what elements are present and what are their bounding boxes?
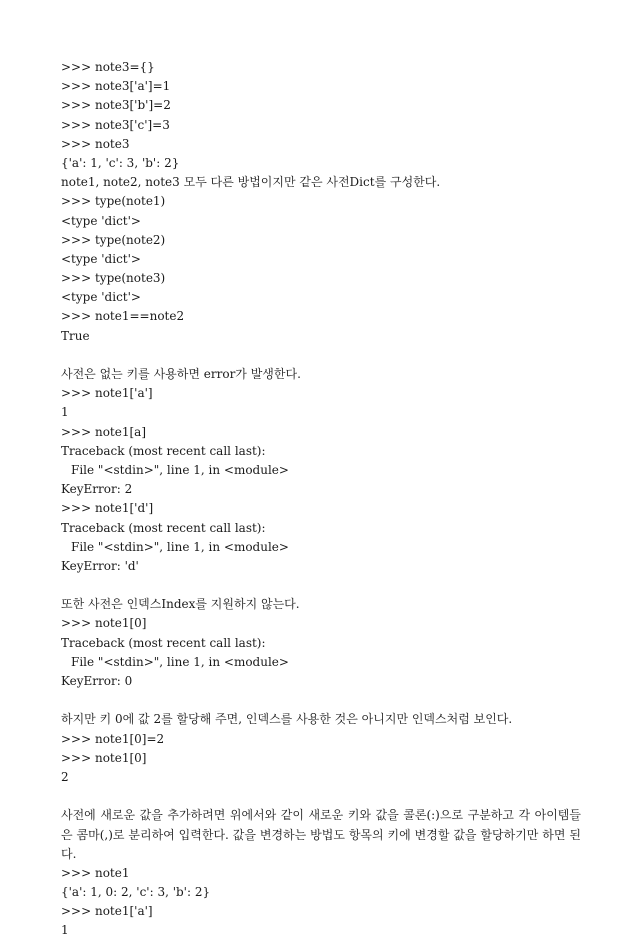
prose-line: 사전은 없는 키를 사용하면 error가 발생한다. (61, 367, 301, 381)
code-line: >>> note1 (61, 865, 130, 880)
blank-line (61, 576, 581, 595)
output-line: <type 'dict'> (61, 213, 141, 228)
code-line: >>> note1['a'] (61, 904, 153, 919)
output-line: 2 (61, 769, 69, 784)
code-line: >>> note1['d'] (61, 501, 154, 516)
prose-line: 또한 사전은 인덱스Index를 지원하지 않는다. (61, 597, 300, 612)
output-line: <type 'dict'> (61, 290, 141, 305)
code-line: >>> type(note3) (61, 271, 166, 286)
traceback-line: Traceback (most recent call last): (61, 520, 266, 535)
prose-line: note1, note2, note3 모두 다른 방법이지만 같은 사전Dict를 구성한다. (61, 175, 441, 190)
output-line: {'a': 1, 'c': 3, 'b': 2} (61, 155, 180, 170)
traceback-line: Traceback (most recent call last): (61, 635, 266, 650)
code-line: >>> note1[a] (61, 424, 147, 439)
traceback-line: File "<stdin>", line 1, in <module> (71, 654, 289, 669)
code-line: >>> note3 (61, 136, 130, 151)
blank-line (61, 691, 581, 710)
code-line: >>> note1[0] (61, 750, 147, 765)
output-line: <type 'dict'> (61, 251, 141, 266)
traceback-line: File "<stdin>", line 1, in <module> (71, 462, 289, 477)
code-line: >>> type(note2) (61, 232, 166, 247)
code-line: >>> note3={} (61, 60, 155, 74)
blank-line (61, 346, 581, 365)
error-line: KeyError: 'd' (61, 558, 139, 573)
output-line: 1 (61, 923, 69, 938)
traceback-line: File "<stdin>", line 1, in <module> (71, 539, 289, 554)
code-line: >>> note3['c']=3 (61, 117, 170, 132)
output-line: True (61, 328, 90, 343)
output-line: {'a': 1, 0: 2, 'c': 3, 'b': 2} (61, 885, 211, 900)
prose-line: 하지만 키 0에 값 2를 할당해 주면, 인덱스를 사용한 것은 아니지만 인덱스처럼 보인다. (61, 712, 513, 727)
code-line: >>> note3['b']=2 (61, 98, 171, 113)
error-line: KeyError: 0 (61, 674, 133, 688)
code-line: >>> type(note1) (61, 194, 166, 209)
traceback-line: Traceback (most recent call last): (61, 443, 266, 458)
code-line: >>> note1[0]=2 (61, 731, 165, 746)
prose-paragraph: 사전에 새로운 값을 추가하려면 위에서와 같이 새로운 키와 값을 콜론(:)으로 구분하고 각 아이템들은 콤마(,)로 분리하여 입력한다. 값을 변경하는 방법도 항목의 키에 변경할 값을 할당하기만 하면 된다. (61, 808, 581, 861)
error-line: KeyError: 2 (61, 482, 133, 497)
code-line: >>> note1[0] (61, 616, 147, 631)
blank-line (61, 787, 581, 806)
code-line: >>> note1['a'] (61, 386, 153, 401)
code-line: >>> note1==note2 (61, 309, 185, 324)
document-page (61, 58, 581, 941)
output-line: 1 (61, 405, 69, 420)
code-line: >>> note3['a']=1 (61, 79, 171, 94)
